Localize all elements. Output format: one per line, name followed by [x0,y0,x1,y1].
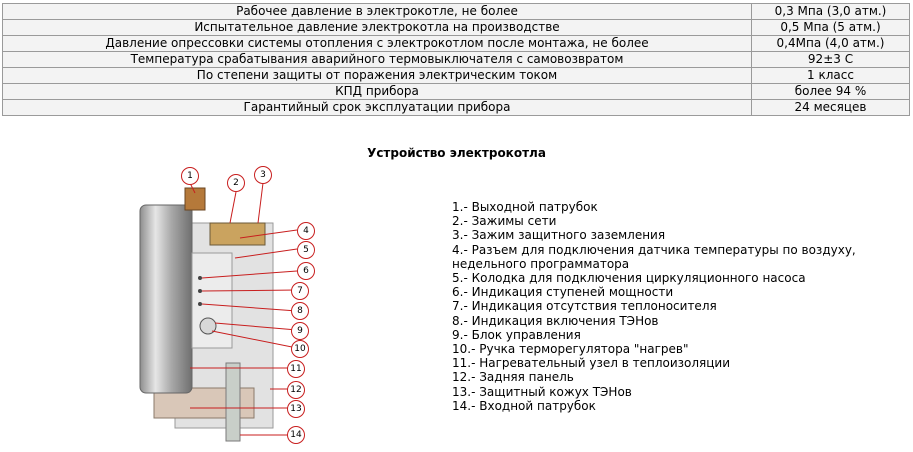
legend-item: 1.- Выходной патрубок [452,200,598,214]
callout: 4 [297,222,315,240]
legend-item: 13.- Защитный кожух ТЭНов [452,384,632,399]
spec-row [3,36,910,52]
legend-item: 5.- Колодка для подключения циркуляционного насоса [452,271,806,286]
spec-label: Температура срабатывания аварийного термовыключателя с самовозвратом [3,52,752,68]
legend-item: 3.- Зажим защитного заземления [452,228,666,243]
spec-value: 1 класс [752,68,910,84]
leader-line [230,192,236,223]
legend-item: 9.- Блок управления [452,327,581,342]
callout: 12 [287,381,305,399]
legend-item: недельного программатора [452,256,630,271]
legend-item: 10.- Ручка терморегулятора "нагрев" [452,342,689,357]
spec-value: 24 месяцев [752,100,910,116]
callout: 14 [287,426,305,444]
callout: 7 [291,282,309,300]
spec-value: 0,4Мпа (4,0 атм.) [752,36,910,52]
callout: 5 [297,241,315,259]
spec-label: Испытательное давление электрокотла на производстве [3,20,752,36]
callout: 3 [254,166,272,184]
spec-label: Давление опрессовки системы отопления с электрокотлом после монтажа, не более [3,36,752,52]
callout: 11 [287,360,305,378]
spec-value: 0,3 Мпа (3,0 атм.) [752,4,910,20]
callout: 9 [291,322,309,340]
spec-row [3,52,910,68]
inlet-pipe [226,363,240,441]
spec-row [3,100,910,116]
outlet-pipe [185,188,205,210]
legend-item: 12.- Задняя панель [452,370,574,385]
legend-item: 2.- Зажимы сети [452,214,557,229]
callout: 2 [227,174,245,192]
spec-label: КПД прибора [3,84,752,100]
legend-list [452,200,907,413]
callout: 10 [291,340,309,358]
specs-table [2,3,910,116]
callout: 6 [297,262,315,280]
section-title: Устройство электрокотла [367,146,546,160]
spec-row [3,4,910,20]
spec-label: По степени защиты от поражения электрическим током [3,68,752,84]
spec-value: 0,5 Мпа (5 атм.) [752,20,910,36]
boiler-figure [130,163,330,448]
indicator-light [198,289,202,293]
heater-insulation [140,205,192,393]
callout: 8 [291,302,309,320]
legend-item: 8.- Индикация включения ТЭНов [452,313,659,328]
callout: 13 [287,400,305,418]
legend-item: 6.- Индикация ступеней мощности [452,285,674,300]
spec-label: Гарантийный срок эксплуатации прибора [3,100,752,116]
spec-row [3,68,910,84]
legend-item: 14.- Входной патрубок [452,398,596,413]
legend-item: 4.- Разъем для подключения датчика температуры по воздуху, [452,242,856,257]
indicator-light [198,302,202,306]
spec-label: Рабочее давление в электрокотле, не более [3,4,752,20]
spec-value: 92±3 С [752,52,910,68]
indicator-light [198,276,202,280]
legend-item: 11.- Нагревательный узел в теплоизоляции [452,356,731,371]
spec-row [3,20,910,36]
leader-line [258,183,263,223]
spec-row [3,84,910,100]
callout: 1 [181,167,199,185]
terminal-block [210,223,265,245]
legend-item: 7.- Индикация отсутствия теплоносителя [452,299,717,314]
spec-value: более 94 % [752,84,910,100]
